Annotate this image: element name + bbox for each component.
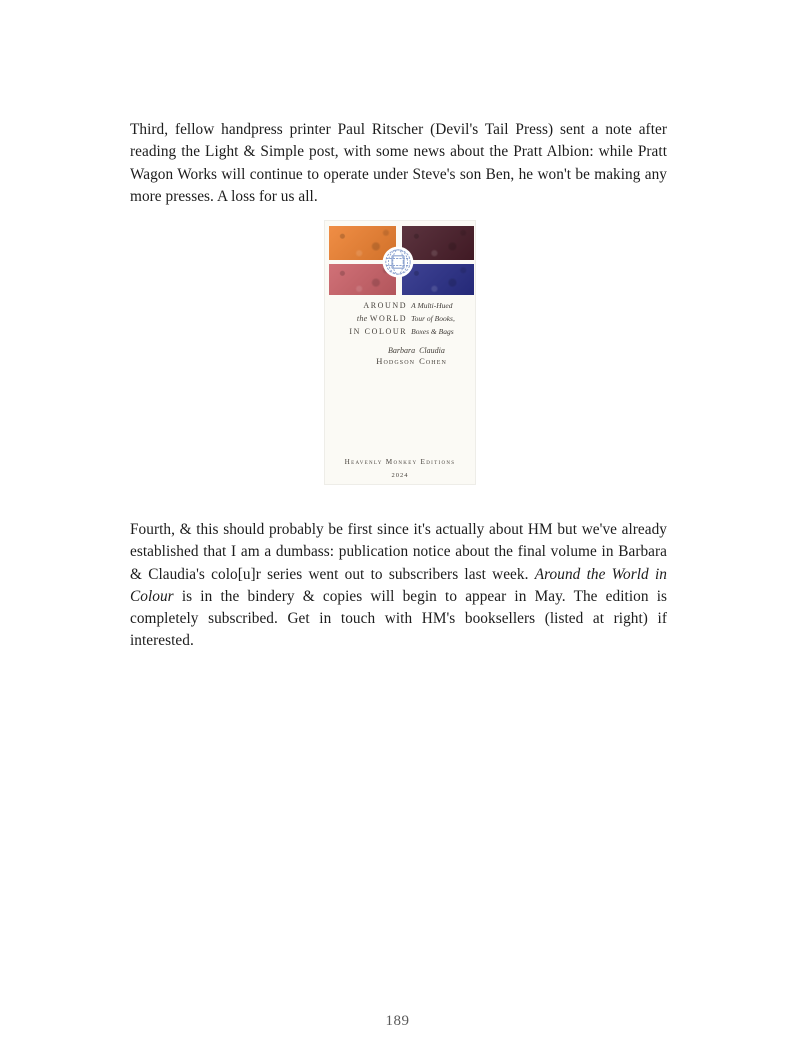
cover-title-the: the [356,314,370,323]
imprint-year: 2024 [391,472,409,479]
book-title-italic: Around the World in Colour [130,565,667,605]
cover-title-line1: AROUND [363,301,408,310]
cover-authors-block [325,345,475,367]
cover-imprint-block [325,458,475,479]
author2-last-name: Cohen [419,356,447,366]
paragraph-fourth-pre: Fourth, & this should probably be first since it's actually about HM but we've already established that I am a dumbass: publication notice about the final volume in Barbara & Claudia's colo[u]r series went out to subscribers last week. [130,521,667,583]
cover-title-line3: IN COLOUR [349,327,408,336]
cover-subtitle-line2: Tour of Books, [411,314,455,323]
book-cover-image[interactable] [324,220,476,485]
imprint-name: Heavenly Monkey Editions [344,458,456,466]
cover-subtitle-line1: A Multi-Hued [411,301,453,310]
cover-title-line2: the WORLD [356,314,408,323]
paragraph-fourth-post: is in the bindery & copies will begin to appear in May. The edition is completely subscribed. Get in touch with HM's booksellers (listed at right) if interested. [130,587,667,650]
cover-title-block [325,299,475,338]
paragraph-third: Third, fellow handpress printer Paul Ritscher (Devil's Tail Press) sent a note after reading the Light & Simple post, with some news about the Pratt Albion: while Pratt Wagon Works will continue to operate under Steve's son Ben, he won't be making any more presses. A loss for us all. [130,121,667,205]
author1-last-name: Hodgson [376,356,416,366]
author2-first-name: Claudia [419,346,445,355]
page-number: 189 [385,1013,410,1029]
author1-first-name: Barbara [387,346,416,355]
paragraph-fourth [130,519,667,653]
globe-icon [382,246,414,278]
cover-subtitle-line3: Boxes & Bags [411,327,454,336]
